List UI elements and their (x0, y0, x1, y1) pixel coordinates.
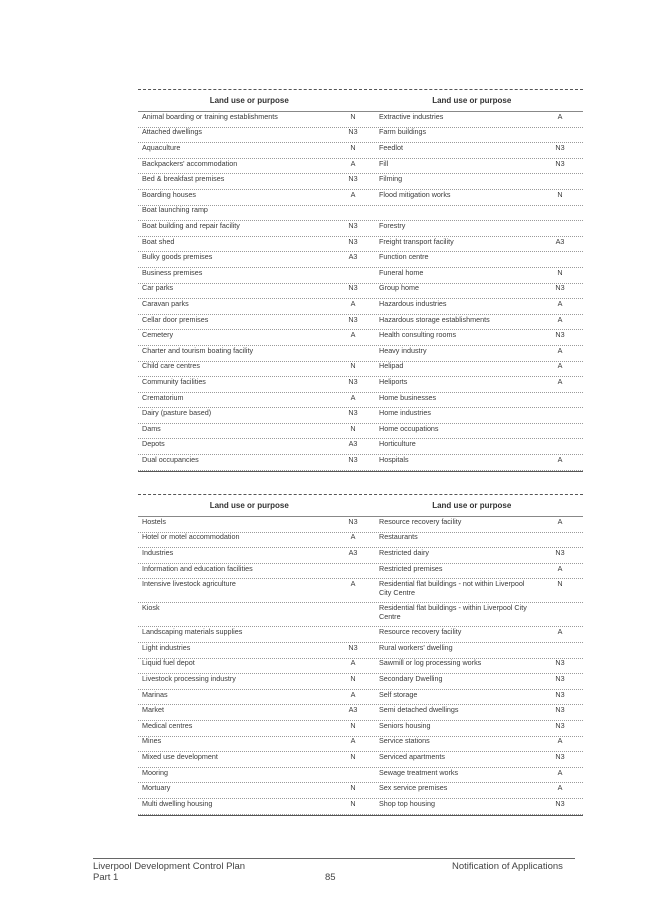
notification-code-left: N (350, 143, 356, 153)
table-row (138, 315, 583, 331)
land-use-right: Sex service premises (379, 783, 448, 793)
notification-code-left: N3 (348, 314, 358, 324)
land-use-right: Home industries (379, 408, 431, 418)
land-use-right: Health consulting rooms (379, 330, 457, 340)
table-row (138, 643, 583, 659)
land-use-right: Restaurants (379, 532, 418, 542)
table-row (138, 112, 583, 128)
land-use-left: Light industries (142, 642, 191, 652)
land-use-right: Flood mitigation works (379, 189, 451, 199)
notification-code-right: A (557, 736, 563, 746)
table-row (138, 143, 583, 159)
table-row (138, 579, 583, 603)
land-use-right: Sewage treatment works (379, 767, 459, 777)
table-row (138, 221, 583, 237)
header-land-use-left: Land use or purpose (209, 96, 289, 105)
land-use-left: Business premises (142, 267, 203, 277)
land-use-right: Freight transport facility (379, 236, 454, 246)
notification-code-left (335, 604, 371, 626)
notification-code-left: N3 (348, 236, 358, 246)
notification-code-right: N (557, 579, 563, 589)
land-use-right: Heliports (379, 376, 408, 386)
notification-code-left: A (350, 299, 356, 309)
land-use-left: Mortuary (142, 783, 171, 793)
header-land-use-right: Land use or purpose (432, 96, 512, 105)
notification-code-right (537, 440, 583, 454)
footer-document-title: Liverpool Development Control Plan (93, 861, 246, 872)
land-use-right: Function centre (379, 252, 429, 262)
table-row (138, 346, 583, 362)
land-use-right: Hazardous industries (379, 299, 447, 309)
notification-code-left: N3 (348, 516, 358, 526)
land-use-right: Forestry (379, 221, 406, 231)
land-use-left: Crematorium (142, 392, 184, 402)
notification-code-left: A (350, 189, 356, 199)
land-use-left: Intensive livestock agriculture (142, 579, 236, 589)
land-use-left: Bed & breakfast premises (142, 174, 225, 184)
notification-code-right (537, 128, 583, 142)
land-use-left: Marinas (142, 689, 168, 699)
notification-code-left: N3 (348, 642, 358, 652)
header-land-use-left: Land use or purpose (209, 501, 289, 510)
land-use-left: Kiosk (142, 603, 160, 613)
notification-code-right: A (557, 345, 563, 355)
notification-code-right: A (557, 563, 563, 573)
table-row (138, 159, 583, 175)
land-use-right: Heavy industry (379, 345, 427, 355)
notification-code-right: A (557, 111, 563, 121)
footer-part: Part 1 (93, 872, 119, 883)
land-use-left: Depots (142, 439, 165, 449)
notification-code-right (537, 533, 583, 547)
notification-code-right: N3 (555, 705, 565, 715)
land-use-right: Restricted dairy (379, 548, 429, 558)
land-use-left: Cemetery (142, 330, 174, 340)
table-row (138, 627, 583, 643)
land-use-right: Feedlot (379, 143, 403, 153)
land-use-right: Extractive industries (379, 111, 444, 121)
land-use-right: Serviced apartments (379, 752, 445, 762)
land-use-left: Car parks (142, 283, 174, 293)
land-use-right: Horticulture (379, 439, 416, 449)
notification-code-right: N3 (555, 548, 565, 558)
land-use-right: Sawmill or log processing works (379, 658, 482, 668)
table-row (138, 721, 583, 737)
land-use-right: Residential flat buildings - within Liverpool City Centre (379, 603, 527, 621)
notification-code-left (335, 347, 371, 361)
notification-code-right: N3 (555, 798, 565, 808)
notification-code-left (335, 206, 371, 220)
notification-code-right: N (557, 189, 563, 199)
table-header (138, 495, 583, 517)
table-row (138, 690, 583, 706)
notification-code-left: N (350, 783, 356, 793)
notification-code-left: A (350, 532, 356, 542)
notification-code-right (537, 604, 583, 626)
land-use-left: Multi dwelling housing (142, 798, 213, 808)
table-bottom-rule (138, 471, 583, 472)
notification-code-left: N (350, 674, 356, 684)
land-use-left: Caravan parks (142, 299, 189, 309)
land-use-right: Restricted premises (379, 563, 443, 573)
notification-code-left: N (350, 423, 356, 433)
notification-code-left: N (350, 361, 356, 371)
table-row (138, 377, 583, 393)
notification-code-right: N3 (555, 158, 565, 168)
land-use-left: Hotel or motel accommodation (142, 532, 240, 542)
table-row (138, 206, 583, 222)
land-use-left: Dairy (pasture based) (142, 408, 212, 418)
land-use-left: Attached dwellings (142, 127, 202, 137)
notification-code-right: N3 (555, 330, 565, 340)
land-use-left: Dual occupancies (142, 454, 199, 464)
table-row (138, 659, 583, 675)
notification-code-left: N (350, 111, 356, 121)
notification-code-left: A3 (348, 705, 358, 715)
land-use-table-1 (138, 89, 583, 472)
table-row (138, 408, 583, 424)
notification-code-right: N3 (555, 658, 565, 668)
notification-code-right (537, 409, 583, 423)
notification-code-right: A (557, 516, 563, 526)
land-use-left: Livestock processing industry (142, 674, 236, 684)
land-use-right: Fill (379, 158, 389, 168)
notification-code-left: A (350, 579, 356, 589)
notification-code-right: N3 (555, 143, 565, 153)
land-use-left: Dams (142, 423, 161, 433)
land-use-left: Boarding houses (142, 189, 196, 199)
land-use-left: Child care centres (142, 361, 200, 371)
table-row (138, 603, 583, 627)
notification-code-left: A (350, 736, 356, 746)
table-row (138, 737, 583, 753)
header-land-use-right: Land use or purpose (432, 501, 512, 510)
table-row (138, 174, 583, 190)
notification-code-left: N3 (348, 376, 358, 386)
notification-code-left: A (350, 392, 356, 402)
notification-code-right: N3 (555, 752, 565, 762)
notification-code-left: A (350, 330, 356, 340)
table-row (138, 533, 583, 549)
notification-code-right (537, 644, 583, 658)
notification-code-left: N (350, 720, 356, 730)
notification-code-right: A (557, 454, 563, 464)
table-header (138, 90, 583, 112)
table-row (138, 517, 583, 533)
land-use-left: Cellar door premises (142, 314, 209, 324)
land-use-right: Residential flat buildings - not within Liverpool City Centre (379, 579, 525, 597)
land-use-left: Industries (142, 548, 174, 558)
table-row (138, 783, 583, 799)
land-use-left: Medical centres (142, 720, 193, 730)
notification-code-left: N3 (348, 283, 358, 293)
table-body (138, 112, 583, 471)
notification-code-right: N3 (555, 689, 565, 699)
notification-code-right: A3 (555, 236, 565, 246)
notification-code-right: A (557, 783, 563, 793)
notification-code-left: N (350, 752, 356, 762)
table-bottom-rule (138, 815, 583, 816)
table-row (138, 330, 583, 346)
notification-code-left: A3 (348, 439, 358, 449)
footer-section-title: Notification of Applications (452, 861, 563, 872)
table-row (138, 237, 583, 253)
land-use-left: Aquaculture (142, 143, 181, 153)
notification-code-right: N (557, 267, 563, 277)
table-row (138, 299, 583, 315)
table-row (138, 455, 583, 471)
notification-code-right: A (557, 299, 563, 309)
land-use-left: Bulky goods premises (142, 252, 213, 262)
notification-code-right: A (557, 314, 563, 324)
land-use-left: Information and education facilities (142, 563, 253, 573)
table-row (138, 674, 583, 690)
land-use-right: Secondary Dwelling (379, 674, 443, 684)
notification-code-right: A (557, 376, 563, 386)
land-use-left: Liquid fuel depot (142, 658, 195, 668)
land-use-right: Shop top housing (379, 798, 435, 808)
table-row (138, 128, 583, 144)
notification-code-left: N3 (348, 221, 358, 231)
notification-code-left: N3 (348, 174, 358, 184)
table-row (138, 564, 583, 580)
notification-code-right (537, 394, 583, 408)
land-use-right: Service stations (379, 736, 430, 746)
land-use-right: Hospitals (379, 454, 409, 464)
table-row (138, 752, 583, 768)
notification-code-left: N3 (348, 408, 358, 418)
table-row (138, 768, 583, 784)
table-row (138, 424, 583, 440)
land-use-left: Mines (142, 736, 162, 746)
table-row (138, 705, 583, 721)
notification-code-left (335, 565, 371, 579)
land-use-left: Boat shed (142, 236, 175, 246)
notification-code-right: A (557, 767, 563, 777)
table-row (138, 362, 583, 378)
notification-code-left: A3 (348, 548, 358, 558)
table-row (138, 799, 583, 815)
land-use-left: Market (142, 705, 164, 715)
land-use-left: Charter and tourism boating facility (142, 345, 254, 355)
table-body (138, 517, 583, 815)
land-use-right: Rural workers' dwelling (379, 642, 453, 652)
land-use-left: Boat launching ramp (142, 205, 208, 215)
notification-code-right (537, 222, 583, 236)
notification-code-left: A3 (348, 252, 358, 262)
land-use-left: Community facilities (142, 376, 206, 386)
notification-code-right: N3 (555, 283, 565, 293)
land-use-right: Group home (379, 283, 419, 293)
land-use-left: Boat building and repair facility (142, 221, 240, 231)
table-row (138, 268, 583, 284)
land-use-left: Mixed use development (142, 752, 218, 762)
notification-code-left (335, 269, 371, 283)
land-use-right: Home businesses (379, 392, 437, 402)
land-use-table-2 (138, 494, 583, 816)
notification-code-right: A (557, 627, 563, 637)
land-use-right: Resource recovery facility (379, 627, 462, 637)
notification-code-right: N3 (555, 720, 565, 730)
notification-code-left: A (350, 689, 356, 699)
land-use-right (371, 206, 537, 220)
notification-code-right (537, 206, 583, 220)
notification-code-right (537, 175, 583, 189)
notification-code-right (537, 253, 583, 267)
notification-code-left: A (350, 158, 356, 168)
land-use-right: Semi detached dwellings (379, 705, 459, 715)
table-row (138, 190, 583, 206)
land-use-right: Home occupations (379, 423, 439, 433)
land-use-left: Mooring (142, 767, 168, 777)
land-use-right: Farm buildings (379, 127, 427, 137)
land-use-left: Backpackers' accommodation (142, 158, 238, 168)
land-use-left: Landscaping materials supplies (142, 627, 243, 637)
notification-code-right (537, 425, 583, 439)
table-row (138, 548, 583, 564)
table-row (138, 284, 583, 300)
footer-page-number: 85 (325, 872, 336, 883)
footer-rule (93, 858, 575, 859)
notification-code-right: N3 (555, 674, 565, 684)
notification-code-left: A (350, 658, 356, 668)
notification-code-left (335, 628, 371, 642)
land-use-right: Seniors housing (379, 720, 431, 730)
land-use-right: Helipad (379, 361, 404, 371)
land-use-right: Hazardous storage establishments (379, 314, 490, 324)
land-use-left: Hostels (142, 516, 166, 526)
notification-code-left: N3 (348, 454, 358, 464)
table-row (138, 393, 583, 409)
land-use-right: Funeral home (379, 267, 424, 277)
land-use-left: Animal boarding or training establishments (142, 111, 278, 121)
land-use-right: Resource recovery facility (379, 516, 462, 526)
table-row (138, 252, 583, 268)
land-use-right: Self storage (379, 689, 418, 699)
notification-code-left (335, 769, 371, 783)
table-row (138, 439, 583, 455)
notification-code-left: N (350, 798, 356, 808)
land-use-right: Filming (379, 174, 403, 184)
notification-code-left: N3 (348, 127, 358, 137)
notification-code-right: A (557, 361, 563, 371)
